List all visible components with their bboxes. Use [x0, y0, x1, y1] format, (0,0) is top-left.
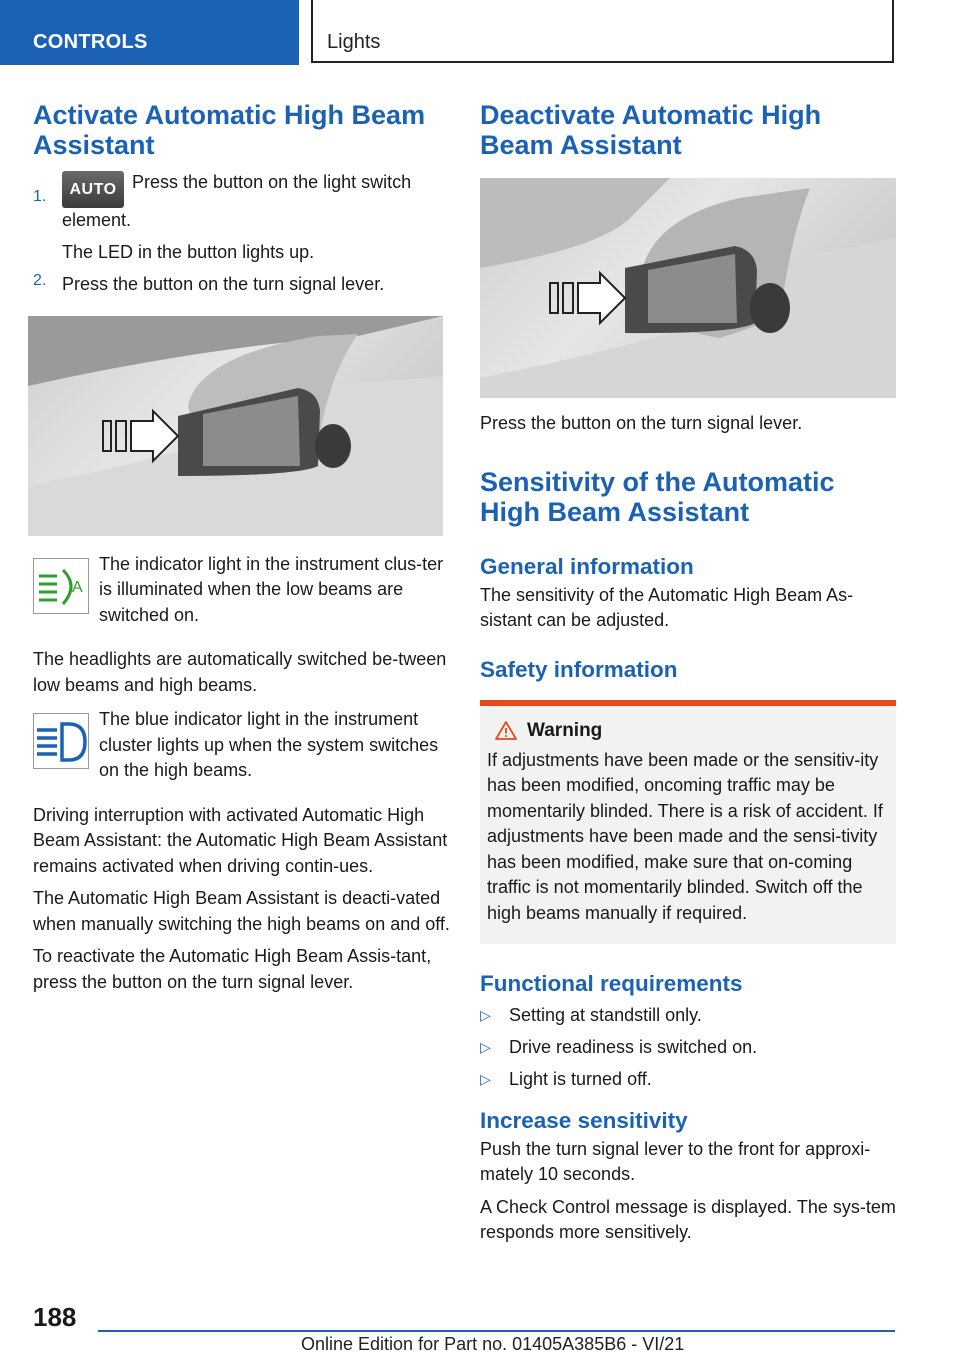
lever-illustration-2 [480, 178, 896, 398]
functional-requirements-title: Functional requirements [480, 971, 743, 996]
para-3: The Automatic High Beam Assistant is deacti-vated when manually switching the high beams on and off. [33, 888, 450, 934]
step-2-number: 2. [33, 272, 47, 289]
high-beam-indicator-icon [33, 713, 89, 769]
step-1-text: Press the button on the light switch element. [62, 172, 412, 230]
auto-button-icon: AUTO [62, 171, 124, 208]
page-number: 188 [33, 1302, 77, 1332]
left-column [33, 100, 451, 995]
increase-text-1: Push the turn signal lever to the front for approxi-mately 10 seconds. [480, 1138, 871, 1184]
warning-label: Warning [527, 719, 603, 741]
automatic-high-beam-indicator-icon [33, 558, 89, 614]
deactivate-title: Deactivate Automatic High Beam Assistant [480, 100, 822, 160]
high-beam-indicator-note [33, 707, 451, 784]
para-4: To reactivate the Automatic High Beam Assis-tant, press the button on the turn signal lever. [33, 946, 432, 992]
triangle-bullet-icon: ▷ [480, 1071, 491, 1087]
header-chapter-label: Lights [327, 31, 381, 53]
step-1 [33, 170, 451, 265]
activate-title: Activate Automatic High Beam Assistant [33, 100, 426, 160]
turn-signal-lever-photo-2 [480, 178, 896, 398]
step-1-number: 1. [33, 188, 47, 205]
header-chapter-tab [311, 0, 894, 63]
general-info-title: General information [480, 553, 694, 579]
header-section-tab [0, 0, 299, 65]
indicator-letter: A [72, 578, 83, 596]
indicator-2-text: The blue indicator light in the instrument cluster lights up when the system switches on the high beams. [99, 709, 439, 780]
increase-sensitivity-title: Increase sensitivity [480, 1107, 688, 1133]
turn-signal-lever-photo [28, 316, 443, 536]
deactivate-caption: Press the button on the turn signal lever. [480, 413, 803, 433]
para-1: The headlights are automatically switched be-tween low beams and high beams. [33, 649, 447, 695]
warning-text: If adjustments have been made or the sensitiv-ity has been modified, oncoming traffic may be momentarily blinded. There is a risk of accident. If adjustments have been made and the sensi-tivity has been modified, make sure that on-coming traffic is not momentarily blinded. Switch off the high beams manually if required. [487, 749, 883, 923]
list-item: ▷ Setting at standstill only. [480, 1003, 896, 1029]
step-2-text: Press the button on the turn signal lever. [62, 274, 385, 294]
step-1-sub: The LED in the button lights up. [62, 241, 315, 262]
general-info-text: The sensitivity of the Automatic High Beam As-sistant can be adjusted. [480, 584, 854, 630]
lever-illustration [28, 316, 443, 536]
triangle-bullet-icon: ▷ [480, 1039, 491, 1055]
right-column [480, 100, 896, 1246]
footer-edition: Online Edition for Part no. 01405A385B6 - VI/21 [301, 1334, 685, 1354]
sensitivity-title: Sensitivity of the Automatic High Beam Assistant [480, 466, 835, 527]
list-item: ▷ Light is turned off. [480, 1067, 896, 1093]
warning-triangle-icon [495, 721, 517, 740]
step-2 [33, 272, 451, 298]
header-section-label: CONTROLS [33, 31, 148, 53]
list-item: ▷ Drive readiness is switched on. [480, 1035, 896, 1061]
warning-box [480, 700, 896, 945]
functional-requirements-list [480, 1003, 896, 1093]
indicator-1-text: The indicator light in the instrument clus-ter is illuminated when the low beams are switched on. [99, 553, 444, 625]
safety-info-title: Safety information [480, 656, 678, 682]
triangle-bullet-icon: ▷ [480, 1007, 491, 1023]
para-2: Driving interruption with activated Automatic High Beam Assistant: the Automatic High Beam Assistant remains activated when driving contin-ues. [33, 804, 448, 876]
warning-header [495, 720, 888, 742]
increase-text-2: A Check Control message is displayed. The sys-tem responds more sensitively. [480, 1196, 896, 1242]
footer-divider [98, 1330, 895, 1332]
low-beam-indicator-note [33, 552, 451, 629]
